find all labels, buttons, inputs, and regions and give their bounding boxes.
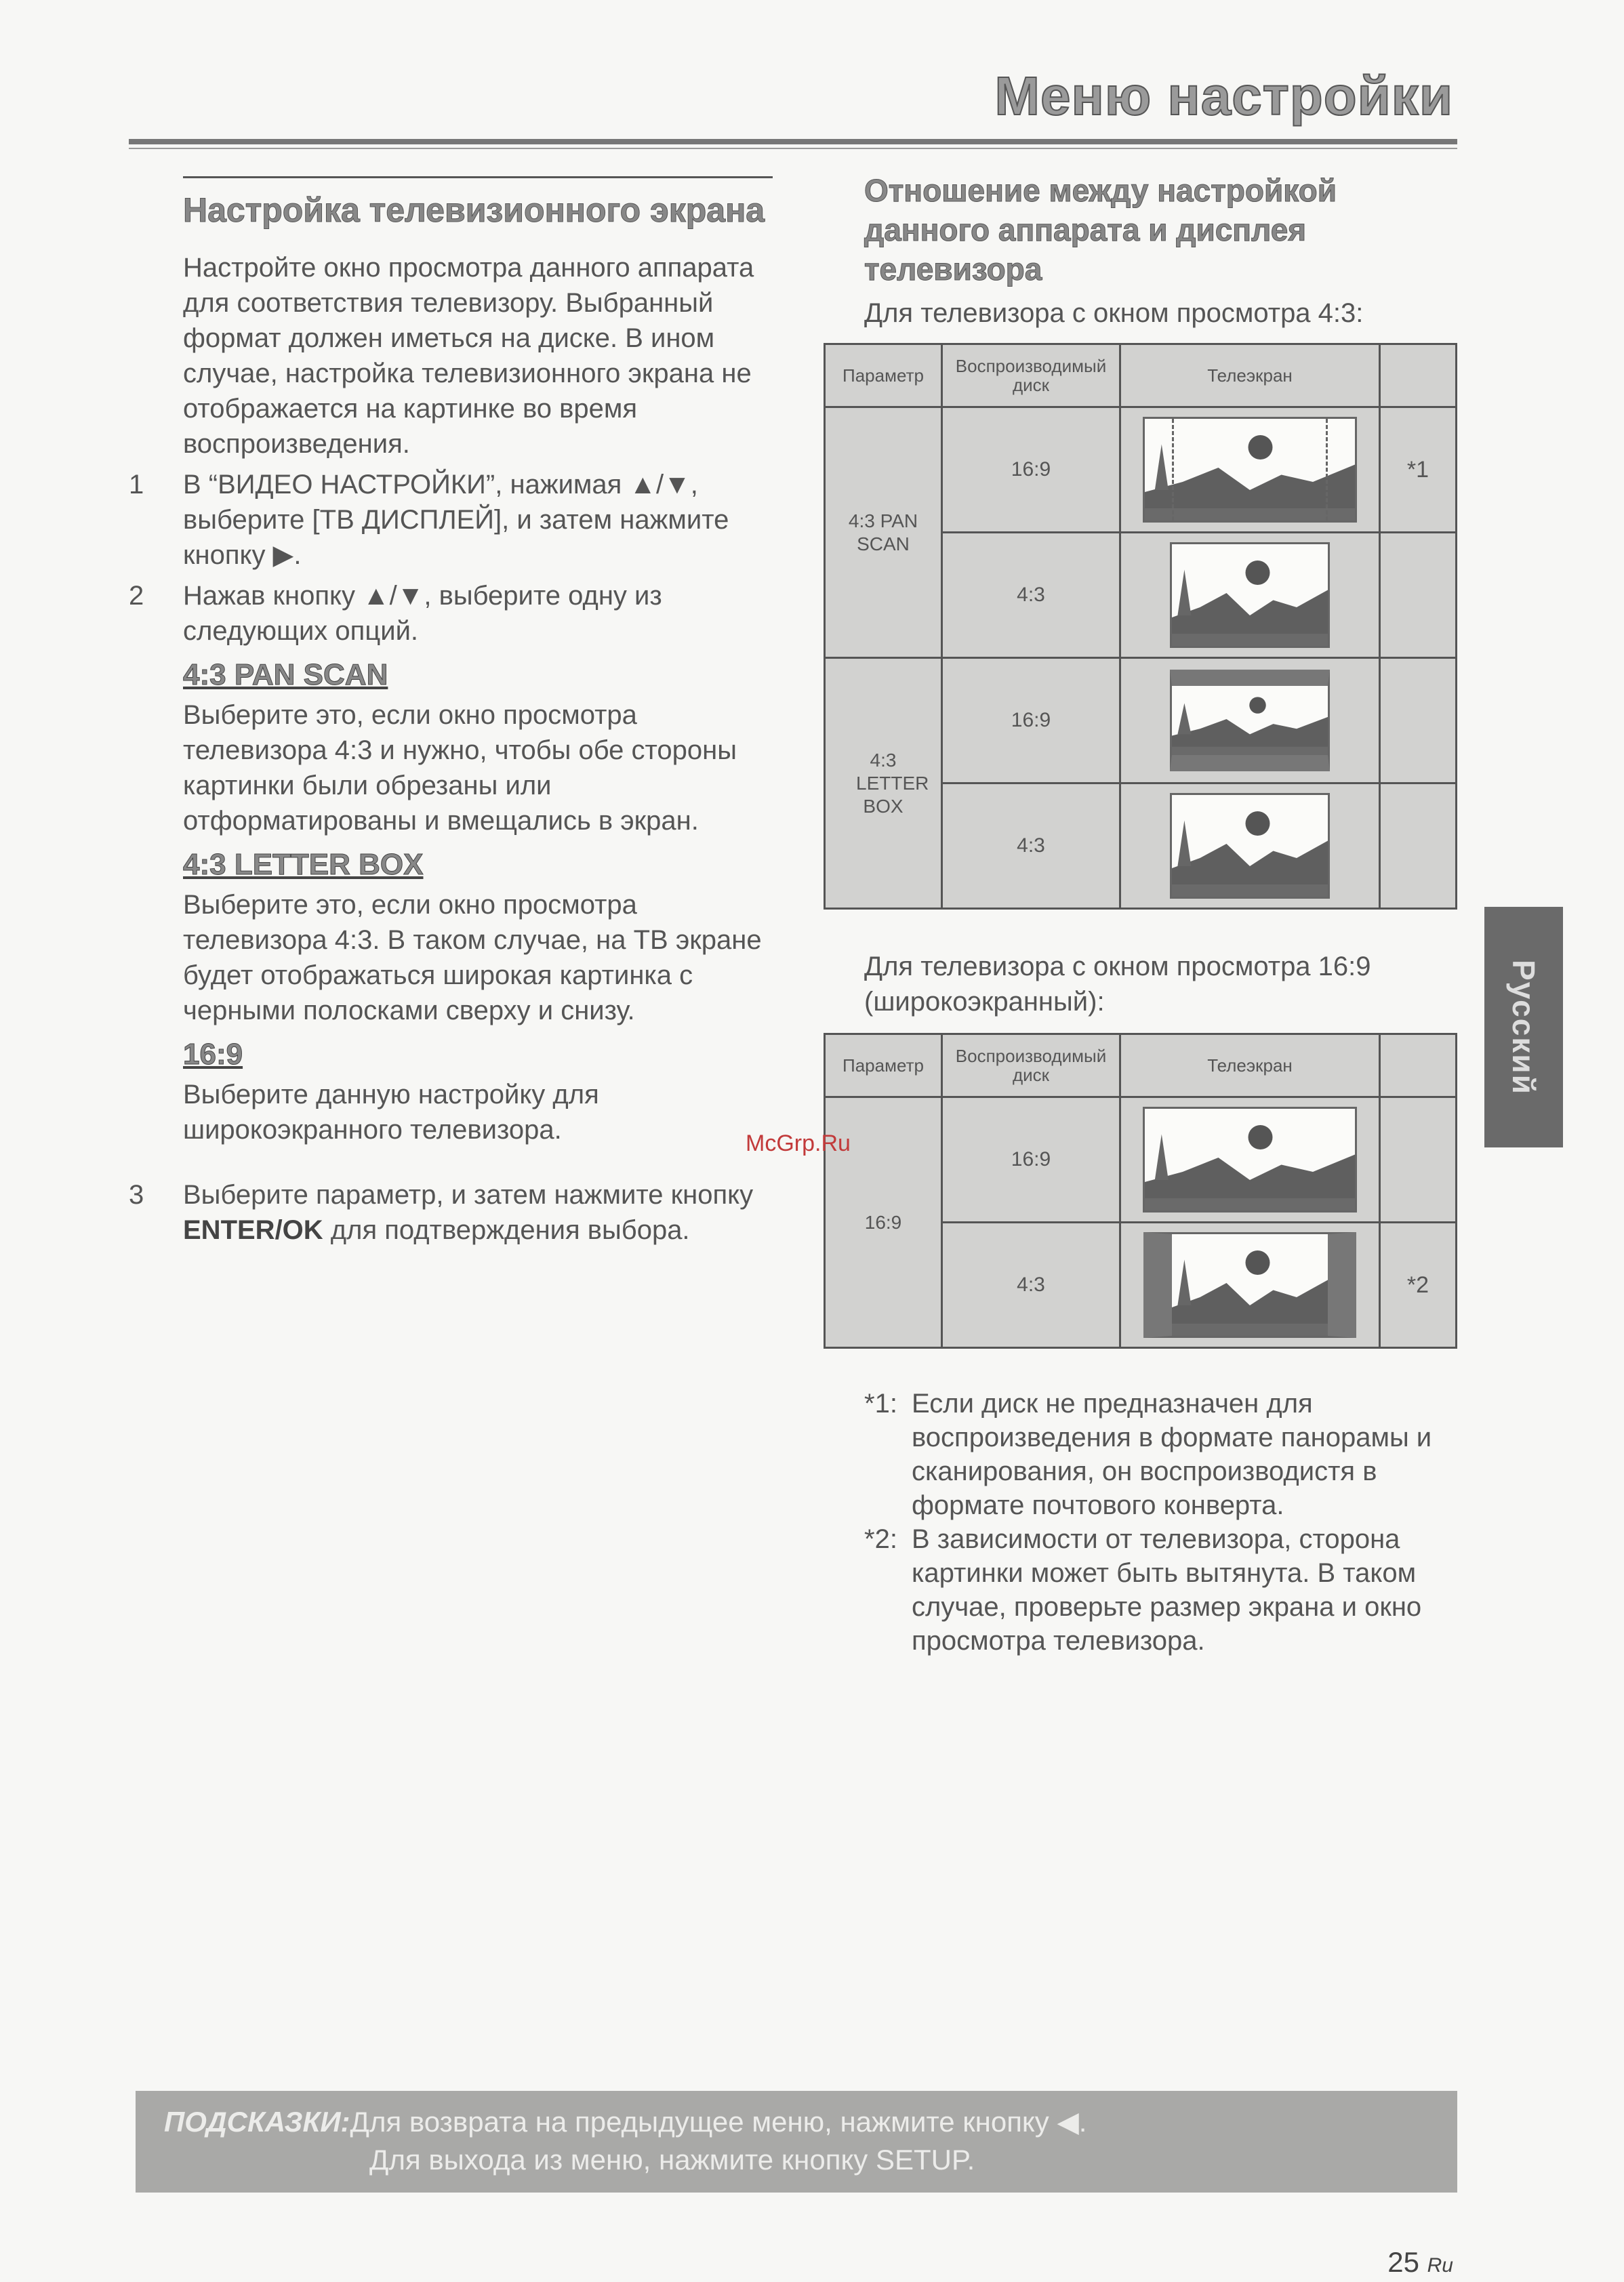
section-rule bbox=[183, 176, 773, 178]
step3-text-pre: Выберите параметр, и затем нажмите кнопку bbox=[183, 1180, 754, 1210]
option-title-pan-scan: 4:3 PAN SCAN bbox=[183, 658, 388, 691]
screen-cell bbox=[1120, 1223, 1380, 1348]
landscape-image bbox=[1172, 795, 1328, 897]
tree-shape bbox=[1177, 1260, 1191, 1306]
header-param: Параметр bbox=[825, 344, 942, 407]
note-empty bbox=[1380, 783, 1457, 909]
ground-shape bbox=[1145, 1198, 1355, 1210]
note-empty bbox=[1380, 1097, 1457, 1223]
footnote-2 bbox=[864, 1522, 1457, 1658]
header-screen: Телеэкран bbox=[1120, 344, 1380, 407]
sun-shape bbox=[1249, 435, 1273, 460]
crop-line-right bbox=[1326, 419, 1328, 521]
screen-cell bbox=[1120, 658, 1380, 783]
note-2: *2 bbox=[1380, 1223, 1457, 1348]
step-text: Нажав кнопку ▲/▼, выберите одну из следующих опций. bbox=[183, 581, 662, 646]
tree-shape bbox=[1177, 570, 1191, 616]
footnote-text: В зависимости от телевизора, сторона картинки может быть вытянута. В таком случае, проверьте размер экрана и окно просмотра телевизора. bbox=[912, 1524, 1422, 1656]
option-title-169: 16:9 bbox=[183, 1038, 243, 1071]
ground-shape bbox=[1172, 1324, 1328, 1336]
tv-letter-box-43 bbox=[1170, 793, 1330, 899]
disc-169: 16:9 bbox=[942, 658, 1120, 783]
option-desc-pan-scan: Выберите это, если окно просмотра телевизора 4:3 и нужно, чтобы обе стороны картинки были обрезаны или отформатированы и вмещались в экран. bbox=[183, 700, 737, 836]
ground-shape bbox=[1172, 884, 1328, 897]
disc-169: 16:9 bbox=[942, 1097, 1120, 1223]
title-rule-thin bbox=[129, 148, 1457, 149]
step-number: 1 bbox=[129, 470, 144, 500]
note-empty bbox=[1380, 533, 1457, 658]
header-disc: Воспроизводимый диск bbox=[942, 1034, 1120, 1097]
landscape-image bbox=[1145, 1109, 1355, 1210]
option-desc-letter-box: Выберите это, если окно просмотра телевизора 4:3. В таком случае, на ТВ экране будет отображаться широкая картинка с черными полосками сверху и снизу. bbox=[183, 890, 762, 1025]
step3-text-post: для подтверждения выбора. bbox=[323, 1215, 690, 1245]
footnote-mark: *2: bbox=[864, 1524, 897, 1554]
screen-cell bbox=[1120, 533, 1380, 658]
table-43-tv bbox=[824, 343, 1457, 910]
step-number: 3 bbox=[129, 1180, 144, 1210]
language-tab-label: Русский bbox=[1506, 959, 1541, 1095]
landscape-image bbox=[1145, 419, 1355, 521]
sun-shape bbox=[1246, 1250, 1270, 1275]
footnote-text: Если диск не предназначен для воспроизведения в формате панорамы и сканирования, он воспроизводистя в формате почтового конверта. bbox=[912, 1389, 1432, 1520]
tv-wide-169 bbox=[1143, 1107, 1357, 1213]
param-letter-box bbox=[825, 658, 942, 909]
screen-cell bbox=[1120, 407, 1380, 533]
page-title: Меню настройки bbox=[994, 66, 1453, 126]
tips-text-1: Для возврата на предыдущее меню, нажмите кнопку ◀. bbox=[350, 2106, 1087, 2138]
tree-shape bbox=[1177, 704, 1191, 735]
disc-43: 4:3 bbox=[942, 533, 1120, 658]
step-3 bbox=[129, 1177, 779, 1248]
ground-shape bbox=[1172, 747, 1328, 755]
step-text: В “ВИДЕО НАСТРОЙКИ”, нажимая ▲/▼, выберите [ТВ ДИСПЛЕЙ], и затем нажмите кнопку ▶. bbox=[183, 470, 729, 570]
tv-wide-43 bbox=[1143, 1232, 1356, 1338]
tv-pan-scan-169 bbox=[1143, 417, 1357, 523]
tv-pan-scan-43 bbox=[1170, 542, 1330, 648]
letter-box-label: 4:3 LETTER BOX bbox=[856, 749, 929, 817]
sun-shape bbox=[1246, 811, 1270, 836]
note-empty bbox=[1380, 658, 1457, 783]
disc-43: 4:3 bbox=[942, 1223, 1120, 1348]
header-disc: Воспроизводимый диск bbox=[942, 344, 1120, 407]
tree-shape bbox=[1155, 1135, 1169, 1181]
sun-shape bbox=[1249, 697, 1265, 713]
ground-shape bbox=[1172, 634, 1328, 646]
screen-cell bbox=[1120, 1097, 1380, 1223]
table-169-tv bbox=[824, 1033, 1457, 1349]
note-1: *1 bbox=[1380, 407, 1457, 533]
section-title: Настройка телевизионного экрана bbox=[183, 191, 765, 229]
screen-cell bbox=[1120, 783, 1380, 909]
footnotes bbox=[864, 1387, 1457, 1658]
tips-bar bbox=[136, 2091, 1457, 2193]
step-text bbox=[183, 1177, 779, 1248]
right-section-title: Отношение между настройкой данного аппарата и дисплея телевизора bbox=[864, 173, 1337, 287]
step-number: 2 bbox=[129, 581, 144, 611]
param-169: 16:9 bbox=[825, 1097, 942, 1348]
tree-shape bbox=[1177, 821, 1191, 867]
language-tab bbox=[1484, 907, 1563, 1147]
tips-line-1 bbox=[164, 2103, 1087, 2141]
tree-shape bbox=[1155, 445, 1169, 491]
tips-label: ПОДСКАЗКИ: bbox=[164, 2106, 350, 2138]
param-pan-scan: 4:3 PAN SCAN bbox=[825, 407, 942, 658]
step-2 bbox=[129, 578, 779, 649]
table1-caption: Для телевизора с окном просмотра 4:3: bbox=[864, 298, 1364, 328]
page-number-value: 25 bbox=[1387, 2246, 1419, 2278]
right-column bbox=[824, 171, 1457, 1658]
watermark: McGrp.Ru bbox=[746, 1130, 851, 1156]
crop-line-left bbox=[1172, 419, 1174, 521]
sun-shape bbox=[1249, 1125, 1273, 1149]
ground-shape bbox=[1145, 508, 1355, 521]
landscape-image bbox=[1172, 544, 1328, 646]
page-suffix: Ru bbox=[1427, 2254, 1453, 2277]
landscape-image bbox=[1172, 1234, 1328, 1336]
tv-letter-box-169 bbox=[1170, 670, 1330, 771]
disc-169: 16:9 bbox=[942, 407, 1120, 533]
table2-caption: Для телевизора с окном просмотра 16:9 (широкоэкранный): bbox=[864, 952, 1371, 1017]
footnote-1 bbox=[864, 1387, 1457, 1522]
enter-ok-key: ENTER/OK bbox=[183, 1215, 323, 1245]
landscape-image bbox=[1172, 686, 1328, 755]
left-column bbox=[129, 176, 779, 1248]
footnote-mark: *1: bbox=[864, 1389, 897, 1419]
header-note bbox=[1380, 1034, 1457, 1097]
intro-text: Настройте окно просмотра данного аппарата для соответствия телевизору. Выбранный формат должен иметься на диске. В ином случае, настройка телевизионного экрана не отображается на картинке во время воспроизведения. bbox=[183, 253, 754, 459]
option-title-letter-box: 4:3 LETTER BOX bbox=[183, 848, 424, 881]
option-desc-169: Выберите данную настройку для широкоэкранного телевизора. bbox=[183, 1080, 599, 1145]
page-number bbox=[1387, 2246, 1453, 2279]
sun-shape bbox=[1246, 561, 1270, 585]
header-screen: Телеэкран bbox=[1120, 1034, 1380, 1097]
header-param: Параметр bbox=[825, 1034, 942, 1097]
title-rule bbox=[129, 139, 1457, 144]
tips-line-2: Для выхода из меню, нажмите кнопку SETUP. bbox=[369, 2144, 975, 2176]
header-note bbox=[1380, 344, 1457, 407]
step-1 bbox=[129, 467, 779, 573]
disc-43: 4:3 bbox=[942, 783, 1120, 909]
